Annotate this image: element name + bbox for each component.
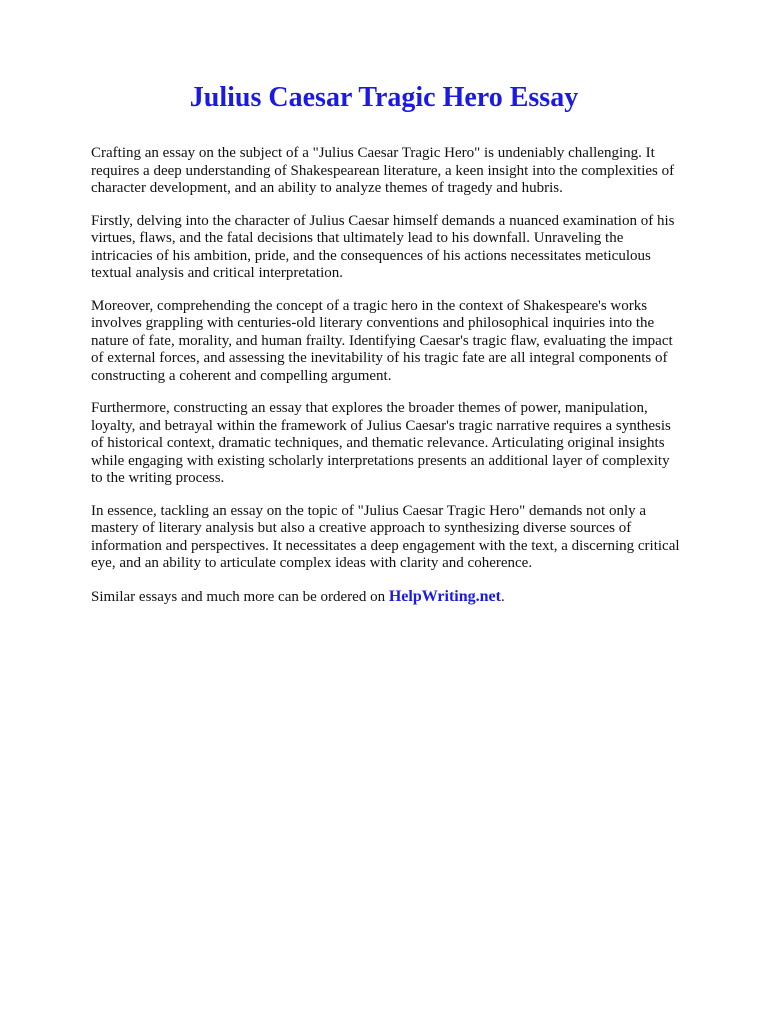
footer-suffix: . xyxy=(500,588,505,605)
helpwriting-link[interactable]: HelpWriting.net xyxy=(388,587,501,605)
footer-prefix: Similar essays and much more can be ordered on xyxy=(91,588,389,605)
paragraph-2: Firstly, delving into the character of Julius Caesar himself demands a nuanced examination of his virtues, flaws, and the fatal decisions that ultimately lead to his downfall. Unraveling the intricacies of his ambition, pride, and the consequences of his actions necessitates meticulous textual analysis and critical interpretation. xyxy=(91,212,675,281)
page-title: Julius Caesar Tragic Hero Essay xyxy=(189,82,579,113)
essay-body xyxy=(91,145,681,621)
paragraph-1: Crafting an essay on the subject of a "Julius Caesar Tragic Hero" is undeniably challenging. It requires a deep understanding of Shakespearean literature, a keen insight into the complexities of character development, and an ability to analyze themes of tragedy and hubris. xyxy=(91,145,675,196)
paragraph-5: In essence, tackling an essay on the topic of "Julius Caesar Tragic Hero" demands not only a mastery of literary analysis but also a creative approach to synthesizing diverse sources of information and perspectives. It necessitates a deep engagement with the text, a discerning critical eye, and an ability to articulate complex ideas with clarity and coherence. xyxy=(91,502,680,571)
paragraph-4: Furthermore, constructing an essay that explores the broader themes of power, manipulation, loyalty, and betrayal within the framework of Julius Caesar's tragic narrative requires a synthesis of historical context, dramatic techniques, and thematic relevance. Articulating original insights while engaging with existing scholarly interpretations presents an additional layer of complexity to the writing process. xyxy=(91,400,671,486)
paragraph-3: Moreover, comprehending the concept of a tragic hero in the context of Shakespeare's works involves grappling with centuries-old literary conventions and philosophical inquiries into the nature of fate, morality, and human frailty. Identifying Caesar's tragic flaw, evaluating the impact of external forces, and assessing the inevitability of his tragic fate are all integral components of constructing a coherent and compelling argument. xyxy=(91,297,673,384)
footer-line xyxy=(91,588,681,607)
